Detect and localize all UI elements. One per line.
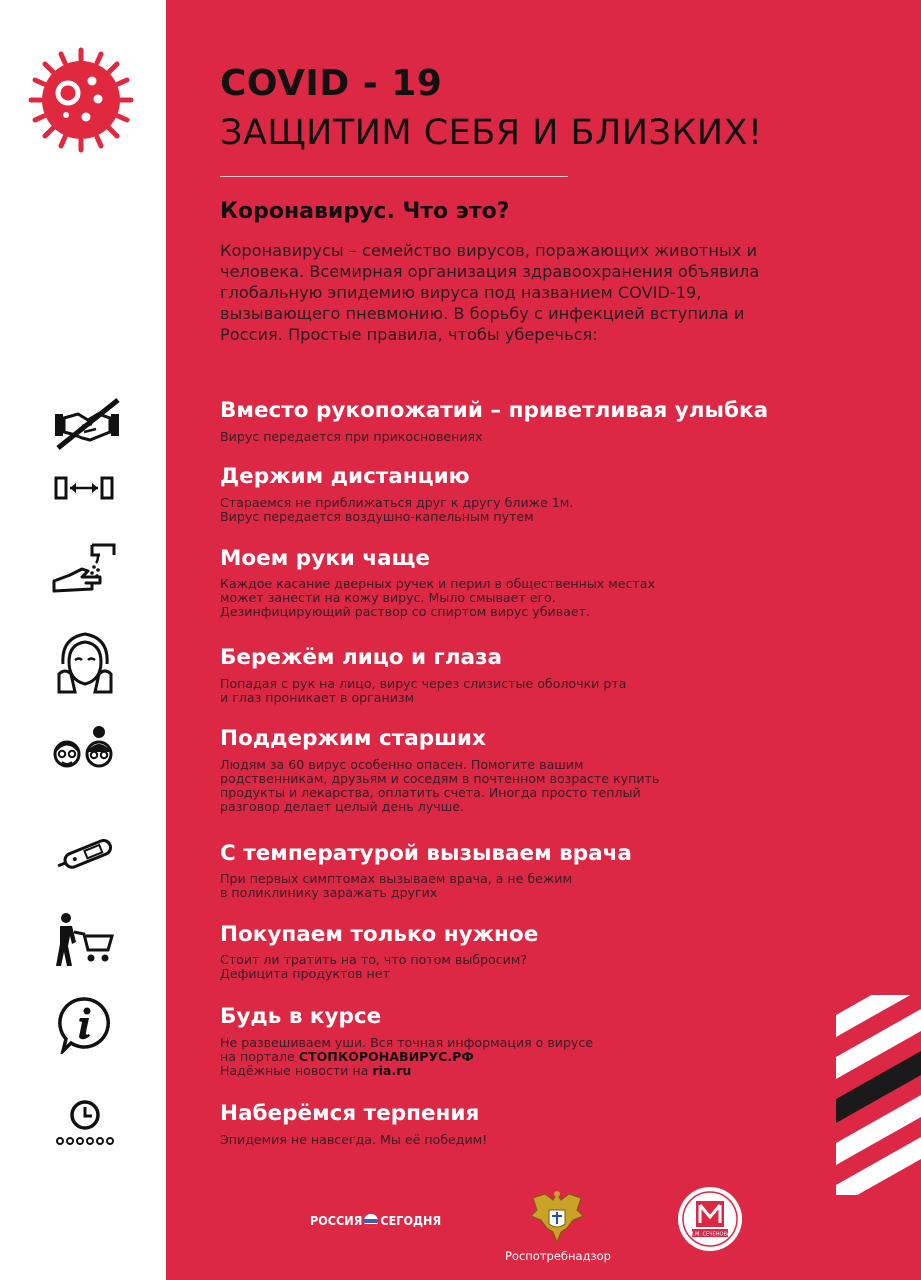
news-prefix: Надёжные новости на <box>220 1063 373 1078</box>
face-touch-icon <box>55 630 115 694</box>
rule-description <box>220 430 483 444</box>
rule-description-line: Вирус передается воздушно-капельным путем <box>220 509 534 524</box>
rule-description <box>220 758 659 814</box>
intro-paragraph <box>220 240 840 345</box>
rule-description-line <box>220 1064 593 1078</box>
double-headed-eagle-emblem-icon <box>527 1188 587 1246</box>
red-content-panel <box>166 0 921 1280</box>
shopping-cart-icon <box>54 912 114 968</box>
rule-description-line: продукты и лекарства, оплатить счета. Иногда просто теплый <box>220 785 641 800</box>
rule-description-line: Вирус передается при прикосновениях <box>220 429 483 444</box>
rule-title: Вместо рукопожатий – приветливая улыбка <box>220 398 769 423</box>
rule-description-line: может занести на кожу вирус. Мыло смывает его. <box>220 590 556 605</box>
rule-description-line: Попадая с рук на лицо, вирус через слизистые оболочки рта <box>220 676 627 691</box>
rule-description <box>220 953 527 981</box>
rule-description <box>220 496 573 524</box>
rule-title: С температурой вызываем врача <box>220 841 632 866</box>
rule-description-line <box>220 1050 593 1064</box>
intro-line: Россия. Простые правила, чтобы уберечься: <box>220 325 598 344</box>
title-divider <box>220 176 568 177</box>
rospotrebnadzor-label: Роспотребнадзор <box>505 1249 611 1263</box>
ria-logo <box>310 1213 441 1228</box>
page-subtitle: ЗАЩИТИМ СЕБЯ И БЛИЗКИХ! <box>220 113 763 153</box>
rule-description-line: разговор делает целый день лучше. <box>220 799 464 814</box>
intro-heading: Коронавирус. Что это? <box>220 199 510 224</box>
rule-description-line: Эпидемия не навсегда. Мы её победим! <box>220 1132 488 1147</box>
university-seal-icon <box>676 1185 744 1253</box>
intro-line: вызывающего пневмонию. В борьбу с инфекцией вступила и <box>220 304 745 323</box>
news-link[interactable]: ria.ru <box>372 1063 412 1078</box>
clock-icon <box>55 1098 115 1148</box>
intro-line: человека. Всемирная организация здравоохранения объявила <box>220 262 760 281</box>
no-handshake-icon <box>52 396 122 452</box>
rule-description-line: Стараемся не приближаться друг к другу ближе 1м. <box>220 495 574 510</box>
rule-title: Бережём лицо и глаза <box>220 645 503 670</box>
intro-line: Коронавирусы – семейство вирусов, поражающих животных и <box>220 241 757 260</box>
rule-description <box>220 577 655 619</box>
portal-prefix: на портале <box>220 1049 299 1064</box>
rule-description-line: При первых симптомах вызываем врача, а не бежим <box>220 871 572 886</box>
rule-description-line: Стоит ли тратить на то, что потом выбросим? <box>220 952 528 967</box>
rule-description <box>220 872 572 900</box>
coronavirus-logo-icon <box>28 47 134 153</box>
globe-icon <box>364 1214 378 1228</box>
rule-description-line: родственникам, друзьям и соседям в почтенном возрасте купить <box>220 771 660 786</box>
elderly-icon <box>52 724 114 774</box>
thermometer-icon <box>54 838 116 872</box>
info-icon <box>58 996 112 1054</box>
distance-icon <box>54 476 116 500</box>
rule-description-line: Людям за 60 вирус особенно опасен. Помогите вашим <box>220 757 584 772</box>
rule-title: Будь в курсе <box>220 1004 382 1029</box>
rule-title: Поддержим старших <box>220 726 486 751</box>
ria-logo-right: СЕГОДНЯ <box>380 1213 442 1228</box>
ria-logo-left: РОССИЯ <box>310 1213 363 1228</box>
rule-title: Наберёмся терпения <box>220 1101 480 1126</box>
rule-description-line: Дезинфицирующий раствор со спиртом вирус убивает. <box>220 604 590 619</box>
rule-description <box>220 677 626 705</box>
rule-description-line: Не развешиваем уши. Вся точная информация о вирусе <box>220 1035 594 1050</box>
rule-title: Держим дистанцию <box>220 464 470 489</box>
rule-description-line: в поликлинику заражать других <box>220 885 438 900</box>
rule-title: Моем руки чаще <box>220 546 430 571</box>
portal-link[interactable]: СТОПКОРОНАВИРУС.РФ <box>298 1049 474 1064</box>
rule-description <box>220 1133 487 1147</box>
page-title: COVID - 19 <box>220 63 443 104</box>
rule-title: Покупаем только нужное <box>220 922 539 947</box>
rule-description-line: и глаз проникает в организм <box>220 690 415 705</box>
rule-description <box>220 1036 593 1078</box>
hand-washing-icon <box>52 543 118 595</box>
intro-line: глобальную эпидемию вируса под названием COVID-19, <box>220 283 702 302</box>
rule-description-line: Дефицита продуктов нет <box>220 966 390 981</box>
decorative-stripes <box>836 995 921 1195</box>
rule-description-line: Каждое касание дверных ручек и перил в общественных местах <box>220 576 655 591</box>
seal-text: И.М. СЕЧЕНОВА <box>689 1231 731 1238</box>
